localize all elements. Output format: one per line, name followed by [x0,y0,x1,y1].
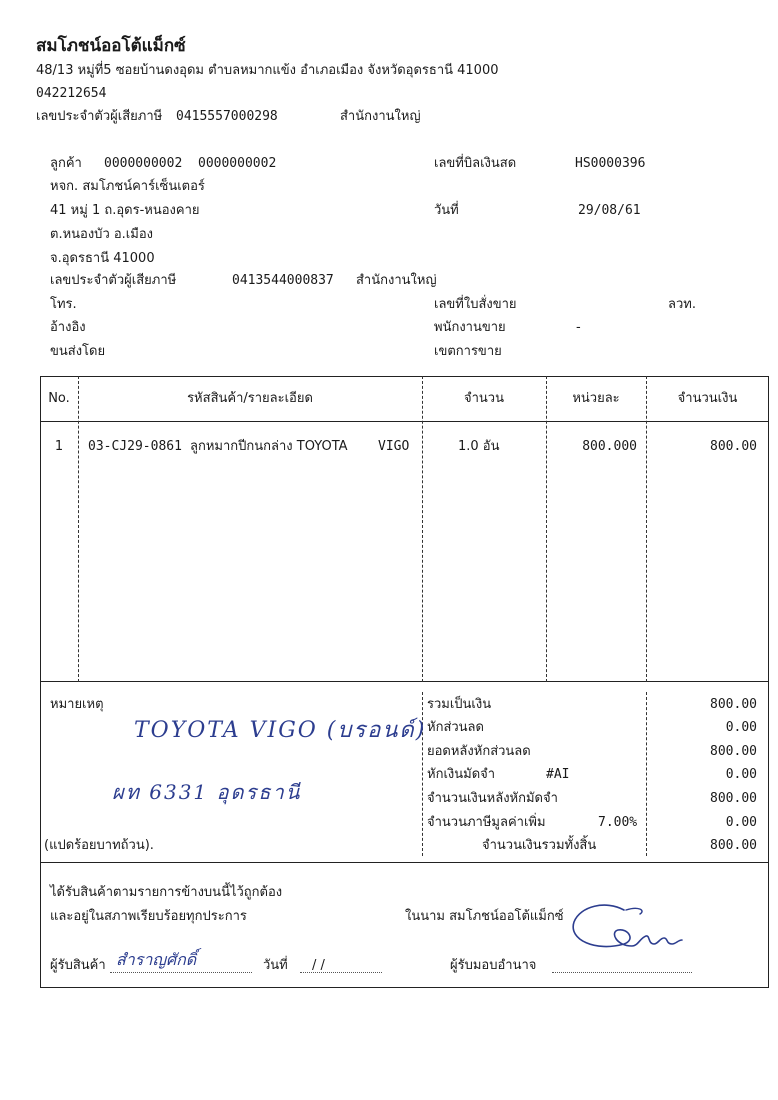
row-description: ลูกหมากปีกนกล่าง TOYOTA [190,439,348,454]
customer-code-2: 0000000002 [198,156,277,171]
bill-date: 29/08/61 [578,203,641,218]
seller-tax-id-label: เลขประจำตัวผู้เสียภาษี [36,109,163,124]
customer-tax-id-label: เลขประจำตัวผู้เสียภาษี [50,273,177,288]
signature-scribble [566,900,696,960]
row-unit-price: 800.000 [582,439,637,454]
customer-name: หจก. สมโภชน์คาร์เซ็นเตอร์ [50,179,205,194]
note-label: หมายเหตุ [50,697,104,712]
after-deposit-label: จำนวนเงินหลังหักมัดจำ [427,791,558,806]
header-description: รหัสสินค้า/รายละเอียด [187,391,313,406]
col-divider-price [646,376,647,682]
col-divider-desc [422,376,423,682]
vat-value: 0.00 [725,815,757,830]
receive-date-label: วันที่ [263,958,288,973]
amount-in-words: (แปดร้อยบาทถ้วน). [44,838,154,853]
received-statement-2: และอยู่ในสภาพเรียบร้อยทุกประการ [50,909,247,924]
customer-code: 0000000002 [104,156,183,171]
discount-value: 0.00 [725,720,757,735]
vat-label: จำนวนภาษีมูลค่าเพิ่ม [427,815,546,830]
header-amount: จำนวนเงิน [677,391,738,406]
deposit-label: หักเงินมัดจำ [427,767,496,782]
customer-address-2: ต.หนองบัว อ.เมือง [50,227,153,242]
deposit-value: 0.00 [725,767,757,782]
col-divider-no [78,376,79,682]
grand-total-value: 800.00 [710,838,757,853]
bill-number-label: เลขที่บิลเงินสด [434,156,517,171]
row-no: 1 [54,439,64,454]
seller-address: 48/13 หมู่ที่5 ซอยบ้านดงอุดม ตำบลหมากแข้ง อำเภอเมือง จังหวัดอุดรธานี 41000 [36,63,499,78]
col-divider-qty [546,376,547,682]
subtotal-value: 800.00 [710,697,757,712]
header-unit-price: หน่วยละ [572,391,620,406]
sales-zone-label: เขตการขาย [434,344,502,359]
received-statement-1: ได้รับสินค้าตามรายการข้างบนนี้ไว้ถูกต้อง [50,885,283,900]
customer-branch: สำนักงานใหญ่ [356,273,437,288]
salesperson-value: - [576,320,581,335]
header-quantity: จำนวน [464,391,504,406]
customer-phone-label: โทร. [50,297,77,312]
customer-tax-id: 0413544000837 [232,273,334,288]
after-discount-label: ยอดหลังหักส่วนลด [427,744,531,759]
customer-label: ลูกค้า [50,156,82,171]
row-quantity: 1.0 อัน [458,439,500,454]
on-behalf-of: ในนาม สมโภชน์ออโต้แม็กซ์ [405,909,564,924]
customer-ship-label: ขนส่งโดย [50,344,106,359]
bill-number: HS0000396 [575,156,646,171]
row-model: VIGO [378,439,410,454]
customer-address-3: จ.อุดรธานี 41000 [50,251,155,266]
receive-date-line [300,972,382,973]
subtotal-label: รวมเป็นเงิน [427,697,492,712]
handwritten-receiver-name: สำราญศักดิ์ [116,950,197,969]
discount-label: หักส่วนลด [427,720,484,735]
customer-ref-label: อ้างอิง [50,320,86,335]
authorized-label: ผู้รับมอบอำนาจ [450,958,537,973]
seller-tax-id: 0415557000298 [176,109,278,124]
handwritten-note-plate: ผท 6331 อุดรธานี [112,780,302,804]
authorized-signature-line [552,972,692,973]
bill-order-value: ลวท. [668,297,696,312]
items-header-divider [40,421,769,422]
seller-phone: 042212654 [36,86,107,101]
handwritten-note-vehicle: TOYOTA VIGO (บรอนด์) [134,718,427,743]
vat-rate: 7.00% [598,815,638,830]
header-no: No. [48,391,70,406]
receiver-signature-line [110,972,252,973]
bill-date-label: วันที่ [434,203,459,218]
seller-branch: สำนักงานใหญ่ [340,109,421,124]
salesperson-label: พนักงานขาย [434,320,506,335]
bill-order-label: เลขที่ใบสั่งขาย [434,297,517,312]
after-deposit-value: 800.00 [710,791,757,806]
receive-date-value: / / [312,958,325,973]
customer-address-1: 41 หมู่ 1 ถ.อุดร-หนองคาย [50,203,200,218]
grand-total-label: จำนวนเงินรวมทั้งสิ้น [482,838,597,853]
after-discount-value: 800.00 [710,744,757,759]
seller-name: สมโภชน์ออโต้แม็กซ์ [36,36,186,56]
deposit-code: #AI [546,767,570,782]
row-amount: 800.00 [710,439,757,454]
row-product-code: 03-CJ29-0861 [88,439,182,454]
receiver-label: ผู้รับสินค้า [50,958,106,973]
